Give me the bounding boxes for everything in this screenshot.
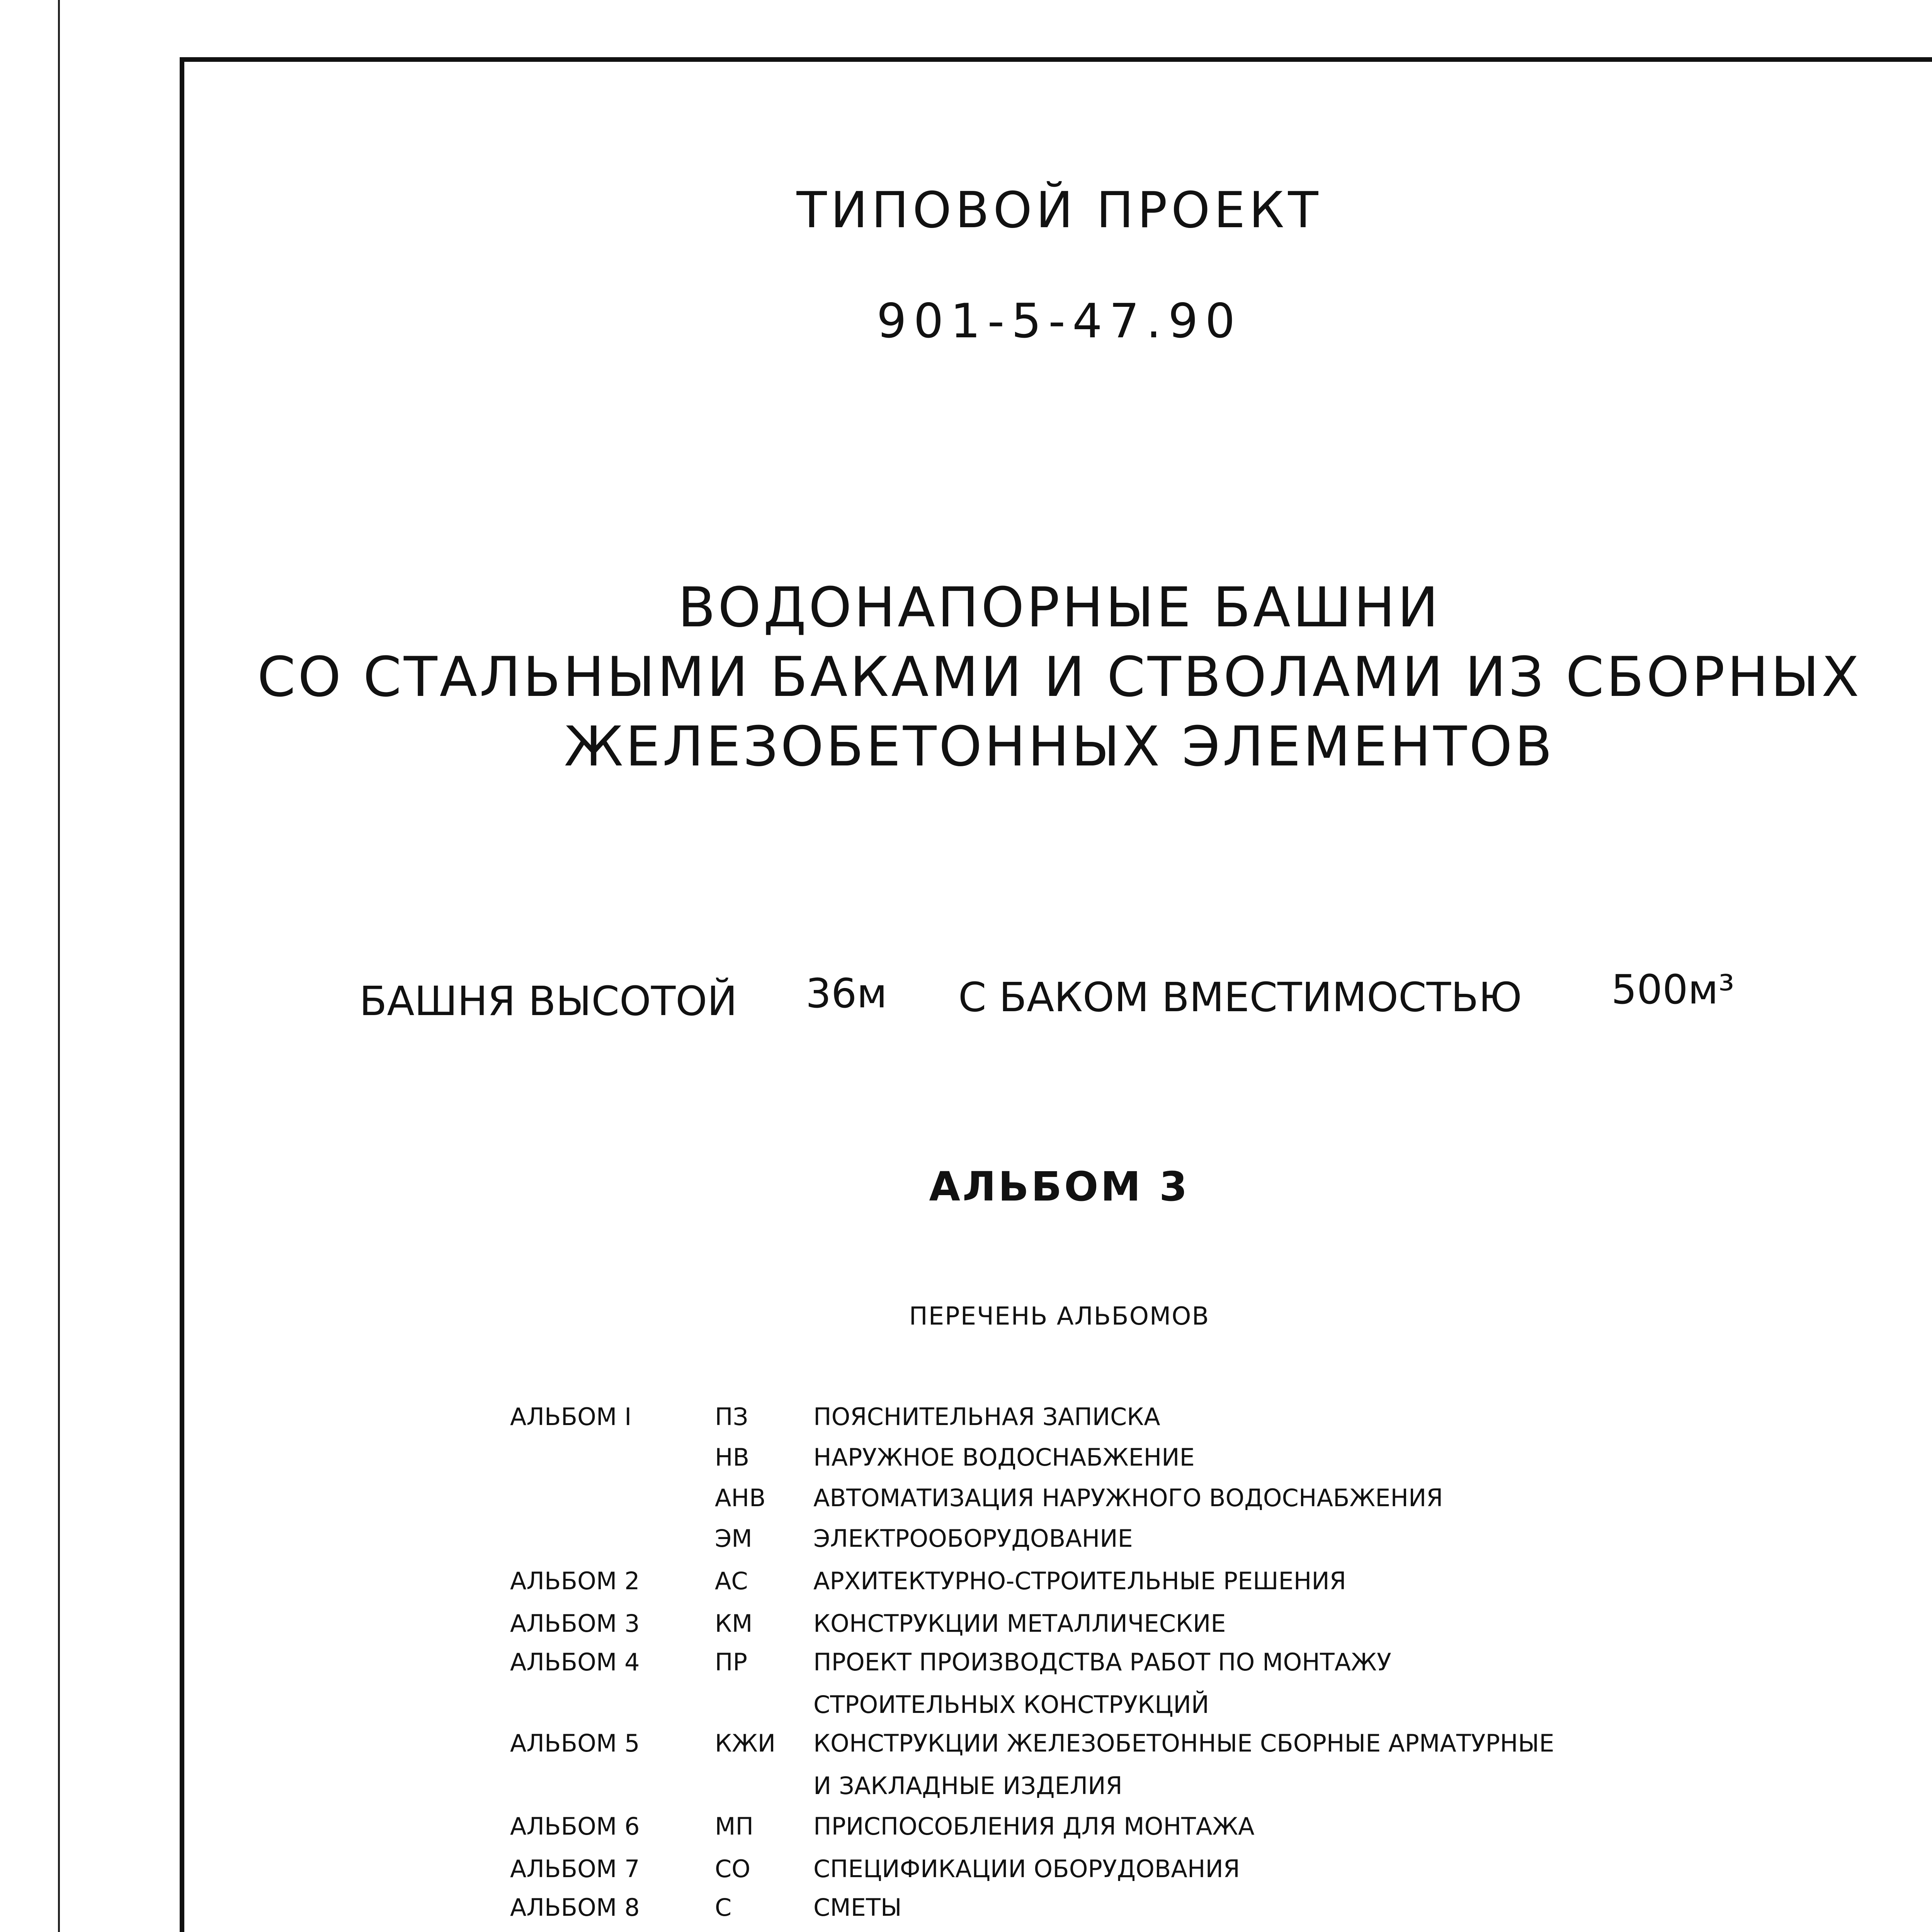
album-list-code: ПЗ — [715, 1403, 748, 1431]
album-heading: АЛЬБОМ 3 — [929, 1163, 1190, 1210]
album-list-album: АЛЬБОМ 7 — [510, 1855, 640, 1883]
album-list-code: ПР — [715, 1648, 748, 1676]
title-line-2: СО СТАЛЬНЫМИ БАКАМИ И СТВОЛАМИ ИЗ СБОРНЫХ — [257, 645, 1862, 709]
album-list-description: ПОЯСНИТЕЛЬНАЯ ЗАПИСКА — [813, 1403, 1160, 1431]
album-list-album: АЛЬБОМ 3 — [510, 1609, 640, 1638]
album-list-album: АЛЬБОМ 6 — [510, 1812, 640, 1840]
album-list-description: СПЕЦИФИКАЦИИ ОБОРУДОВАНИЯ — [813, 1855, 1240, 1883]
album-list-code: ЭМ — [715, 1524, 752, 1553]
tower-height-value: 36м — [806, 970, 887, 1017]
album-list-code: НВ — [715, 1443, 750, 1471]
album-list-album: АЛЬБОМ 8 — [510, 1893, 640, 1922]
album-list-description: ПРИСПОСОБЛЕНИЯ ДЛЯ МОНТАЖА — [813, 1812, 1255, 1840]
binding-edge-left — [58, 0, 60, 1932]
album-list-code: С — [715, 1893, 732, 1922]
album-list-description: ПРОЕКТ ПРОИЗВОДСТВА РАБОТ ПО МОНТАЖУ — [813, 1648, 1391, 1676]
tank-capacity-label: С БАКОМ ВМЕСТИМОСТЬЮ — [958, 974, 1522, 1021]
album-list-code: КМ — [715, 1609, 753, 1638]
album-list-description: И ЗАКЛАДНЫЕ ИЗДЕЛИЯ — [813, 1772, 1122, 1800]
album-list-album: АЛЬБОМ I — [510, 1403, 632, 1431]
album-list-code: МП — [715, 1812, 754, 1840]
album-list-code: АНВ — [715, 1484, 766, 1512]
album-list-description: АВТОМАТИЗАЦИЯ НАРУЖНОГО ВОДОСНАБЖЕНИЯ — [813, 1484, 1443, 1512]
album-list-code: АС — [715, 1567, 748, 1595]
album-list-album: АЛЬБОМ 2 — [510, 1567, 640, 1595]
tower-height-label: БАШНЯ ВЫСОТОЙ — [359, 978, 737, 1025]
album-list-description: СМЕТЫ — [813, 1893, 902, 1922]
project-type-label: ТИПОВОЙ ПРОЕКТ — [796, 182, 1322, 239]
album-list-description: ЭЛЕКТРООБОРУДОВАНИЕ — [813, 1524, 1133, 1553]
albums-list-heading: ПЕРЕЧЕНЬ АЛЬБОМОВ — [909, 1302, 1210, 1331]
album-list-album: АЛЬБОМ 5 — [510, 1729, 640, 1757]
album-list-code: СО — [715, 1855, 751, 1883]
project-code: 901-5-47.90 — [876, 294, 1242, 349]
album-list-description: КОНСТРУКЦИИ МЕТАЛЛИЧЕСКИЕ — [813, 1609, 1226, 1638]
album-list-album: АЛЬБОМ 4 — [510, 1648, 640, 1676]
album-list-description: НАРУЖНОЕ ВОДОСНАБЖЕНИЕ — [813, 1443, 1195, 1471]
title-line-3: ЖЕЛЕЗОБЕТОННЫХ ЭЛЕМЕНТОВ — [564, 715, 1555, 779]
title-line-1: ВОДОНАПОРНЫЕ БАШНИ — [678, 576, 1441, 639]
tank-capacity-value: 500м³ — [1611, 966, 1735, 1013]
album-list-description: КОНСТРУКЦИИ ЖЕЛЕЗОБЕТОННЫЕ СБОРНЫЕ АРМАТУРНЫЕ — [813, 1729, 1554, 1757]
album-list-code: КЖИ — [715, 1729, 776, 1757]
album-list-description: АРХИТЕКТУРНО-СТРОИТЕЛЬНЫЕ РЕШЕНИЯ — [813, 1567, 1346, 1595]
album-list-description: СТРОИТЕЛЬНЫХ КОНСТРУКЦИЙ — [813, 1690, 1209, 1719]
